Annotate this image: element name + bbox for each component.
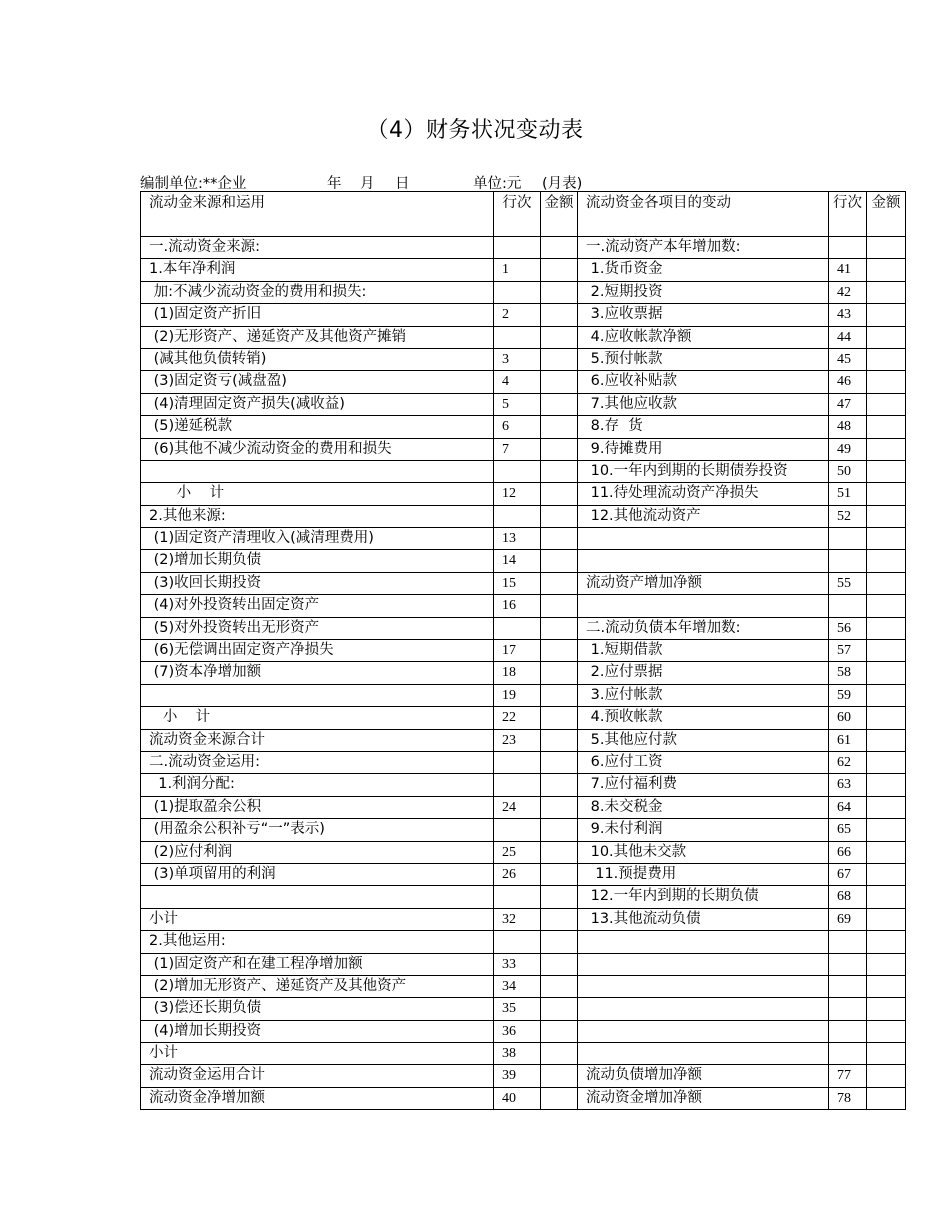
right-amount-cell xyxy=(867,931,906,953)
left-amount-cell xyxy=(541,975,578,997)
right-item-cell xyxy=(578,998,829,1020)
header-right-row-no: 行次 xyxy=(829,192,867,237)
right-item-cell: 9.未付利润 xyxy=(578,819,829,841)
left-item-cell: 1.本年净利润 xyxy=(141,259,494,281)
left-row-number-cell: 3 xyxy=(494,348,541,370)
left-row-number-cell xyxy=(494,931,541,953)
left-row-number-cell: 26 xyxy=(494,863,541,885)
right-item-cell xyxy=(578,1043,829,1065)
right-row-number-cell: 67 xyxy=(829,863,867,885)
left-item-cell: 2.其他来源: xyxy=(141,505,494,527)
table-row xyxy=(141,371,906,393)
left-amount-cell xyxy=(541,841,578,863)
table-row xyxy=(141,460,906,482)
right-item-cell: 9.待摊费用 xyxy=(578,438,829,460)
left-item-cell: 一.流动资金来源: xyxy=(141,237,494,259)
right-item-cell: 流动资金增加净额 xyxy=(578,1087,829,1109)
document-title: （4）财务状况变动表 xyxy=(366,118,584,143)
right-row-number-cell: 58 xyxy=(829,662,867,684)
right-amount-cell xyxy=(867,998,906,1020)
right-amount-cell xyxy=(867,640,906,662)
right-row-number-cell: 52 xyxy=(829,505,867,527)
left-item-cell xyxy=(141,684,494,706)
right-item-cell xyxy=(578,1020,829,1042)
left-row-number-cell: 40 xyxy=(494,1087,541,1109)
right-amount-cell xyxy=(867,819,906,841)
left-item-cell: 流动资金净增加额 xyxy=(141,1087,494,1109)
left-item-cell: 小计 xyxy=(141,908,494,930)
month-label: 月 xyxy=(360,176,375,192)
left-row-number-cell: 38 xyxy=(494,1043,541,1065)
table-row xyxy=(141,348,906,370)
right-amount-cell xyxy=(867,572,906,594)
left-amount-cell xyxy=(541,237,578,259)
right-row-number-cell: 44 xyxy=(829,326,867,348)
left-amount-cell xyxy=(541,662,578,684)
table-row xyxy=(141,684,906,706)
left-amount-cell xyxy=(541,483,578,505)
left-amount-cell xyxy=(541,684,578,706)
day-label: 日 xyxy=(395,176,410,192)
left-item-cell: (4)对外投资转出固定资产 xyxy=(141,595,494,617)
table-row xyxy=(141,416,906,438)
right-row-number-cell: 60 xyxy=(829,707,867,729)
left-amount-cell xyxy=(541,416,578,438)
right-amount-cell xyxy=(867,1065,906,1087)
right-item-cell: 10.其他未交款 xyxy=(578,841,829,863)
right-row-number-cell: 68 xyxy=(829,886,867,908)
left-amount-cell xyxy=(541,774,578,796)
right-item-cell xyxy=(578,550,829,572)
right-amount-cell xyxy=(867,953,906,975)
right-row-number-cell: 41 xyxy=(829,259,867,281)
left-row-number-cell xyxy=(494,237,541,259)
left-row-number-cell: 15 xyxy=(494,572,541,594)
right-amount-cell xyxy=(867,393,906,415)
right-amount-cell xyxy=(867,841,906,863)
right-row-number-cell xyxy=(829,550,867,572)
left-row-number-cell: 34 xyxy=(494,975,541,997)
right-amount-cell xyxy=(867,863,906,885)
left-amount-cell xyxy=(541,796,578,818)
left-amount-cell xyxy=(541,819,578,841)
table-row xyxy=(141,729,906,751)
right-item-cell: 8.存 货 xyxy=(578,416,829,438)
left-row-number-cell: 2 xyxy=(494,304,541,326)
left-item-cell: (2)无形资产、递延资产及其他资产摊销 xyxy=(141,326,494,348)
right-row-number-cell xyxy=(829,975,867,997)
left-row-number-cell: 22 xyxy=(494,707,541,729)
left-row-number-cell xyxy=(494,460,541,482)
table-row xyxy=(141,1087,906,1109)
left-amount-cell xyxy=(541,304,578,326)
left-row-number-cell xyxy=(494,819,541,841)
table-row xyxy=(141,640,906,662)
right-row-number-cell: 63 xyxy=(829,774,867,796)
right-item-cell: 4.预收帐款 xyxy=(578,707,829,729)
left-item-cell: 加:不减少流动资金的费用和损失: xyxy=(141,281,494,303)
right-row-number-cell: 65 xyxy=(829,819,867,841)
left-row-number-cell: 32 xyxy=(494,908,541,930)
fund-change-table xyxy=(140,191,906,1110)
left-amount-cell xyxy=(541,640,578,662)
header-right-item: 流动资金各项目的变动 xyxy=(578,192,829,237)
left-amount-cell xyxy=(541,1065,578,1087)
left-item-cell xyxy=(141,460,494,482)
left-amount-cell xyxy=(541,572,578,594)
left-row-number-cell: 7 xyxy=(494,438,541,460)
left-item-cell: 流动资金运用合计 xyxy=(141,1065,494,1087)
right-row-number-cell xyxy=(829,1043,867,1065)
right-row-number-cell: 64 xyxy=(829,796,867,818)
right-item-cell: 8.未交税金 xyxy=(578,796,829,818)
right-amount-cell xyxy=(867,505,906,527)
left-amount-cell xyxy=(541,617,578,639)
left-row-number-cell: 18 xyxy=(494,662,541,684)
right-item-cell: 流动负债增加净额 xyxy=(578,1065,829,1087)
right-amount-cell xyxy=(867,684,906,706)
left-amount-cell xyxy=(541,953,578,975)
right-amount-cell xyxy=(867,617,906,639)
left-row-number-cell: 6 xyxy=(494,416,541,438)
table-row xyxy=(141,1065,906,1087)
left-item-cell: 2.其他运用: xyxy=(141,931,494,953)
left-item-cell: (4)清理固定资产损失(减收益) xyxy=(141,393,494,415)
table-row xyxy=(141,572,906,594)
right-amount-cell xyxy=(867,483,906,505)
right-amount-cell xyxy=(867,259,906,281)
table-row xyxy=(141,908,906,930)
right-item-cell xyxy=(578,528,829,550)
table-row xyxy=(141,774,906,796)
right-row-number-cell: 62 xyxy=(829,751,867,773)
left-amount-cell xyxy=(541,863,578,885)
table-row xyxy=(141,953,906,975)
table-row xyxy=(141,975,906,997)
left-amount-cell xyxy=(541,259,578,281)
table-row xyxy=(141,819,906,841)
right-amount-cell xyxy=(867,595,906,617)
right-item-cell: 12.一年内到期的长期负债 xyxy=(578,886,829,908)
right-amount-cell xyxy=(867,460,906,482)
right-row-number-cell xyxy=(829,931,867,953)
left-amount-cell xyxy=(541,707,578,729)
table-row xyxy=(141,796,906,818)
right-row-number-cell xyxy=(829,237,867,259)
right-item-cell xyxy=(578,595,829,617)
left-item-cell: 二.流动资金运用: xyxy=(141,751,494,773)
left-row-number-cell: 13 xyxy=(494,528,541,550)
left-item-cell: 小计 xyxy=(141,1043,494,1065)
left-item-cell: (1)固定资产清理收入(减清理费用) xyxy=(141,528,494,550)
left-item-cell: (1)提取盈余公积 xyxy=(141,796,494,818)
right-item-cell: 流动资产增加净额 xyxy=(578,572,829,594)
right-row-number-cell: 42 xyxy=(829,281,867,303)
currency-unit: 单位:元 xyxy=(473,176,522,192)
right-amount-cell xyxy=(867,1043,906,1065)
right-amount-cell xyxy=(867,1020,906,1042)
table-row xyxy=(141,886,906,908)
right-amount-cell xyxy=(867,550,906,572)
right-row-number-cell xyxy=(829,953,867,975)
left-row-number-cell: 35 xyxy=(494,998,541,1020)
left-amount-cell xyxy=(541,729,578,751)
right-item-cell xyxy=(578,975,829,997)
right-amount-cell xyxy=(867,1087,906,1109)
right-row-number-cell xyxy=(829,528,867,550)
left-amount-cell xyxy=(541,886,578,908)
right-row-number-cell: 46 xyxy=(829,371,867,393)
left-row-number-cell: 24 xyxy=(494,796,541,818)
right-row-number-cell: 77 xyxy=(829,1065,867,1087)
left-row-number-cell xyxy=(494,751,541,773)
header-left-row-no: 行次 xyxy=(494,192,541,237)
left-row-number-cell xyxy=(494,774,541,796)
left-row-number-cell: 5 xyxy=(494,393,541,415)
table-row xyxy=(141,662,906,684)
table-row xyxy=(141,281,906,303)
right-item-cell: 13.其他流动负债 xyxy=(578,908,829,930)
right-row-number-cell: 78 xyxy=(829,1087,867,1109)
left-item-cell: (6)其他不减少流动资金的费用和损失 xyxy=(141,438,494,460)
left-row-number-cell: 39 xyxy=(494,1065,541,1087)
right-amount-cell xyxy=(867,975,906,997)
right-row-number-cell: 59 xyxy=(829,684,867,706)
left-item-cell: (1)固定资产和在建工程净增加额 xyxy=(141,953,494,975)
left-amount-cell xyxy=(541,460,578,482)
table-row xyxy=(141,326,906,348)
left-amount-cell xyxy=(541,326,578,348)
right-item-cell: 7.应付福利费 xyxy=(578,774,829,796)
right-row-number-cell: 69 xyxy=(829,908,867,930)
period-label: (月表) xyxy=(542,176,583,192)
right-amount-cell xyxy=(867,304,906,326)
right-amount-cell xyxy=(867,908,906,930)
left-item-cell: 小 计 xyxy=(141,483,494,505)
table-header-row xyxy=(141,192,906,237)
right-row-number-cell: 50 xyxy=(829,460,867,482)
right-item-cell: 3.应付帐款 xyxy=(578,684,829,706)
left-item-cell: (2)增加长期负债 xyxy=(141,550,494,572)
right-item-cell: 1.货币资金 xyxy=(578,259,829,281)
left-amount-cell xyxy=(541,908,578,930)
year-label: 年 xyxy=(327,176,342,192)
left-amount-cell xyxy=(541,281,578,303)
table-row xyxy=(141,393,906,415)
left-amount-cell xyxy=(541,595,578,617)
right-row-number-cell: 49 xyxy=(829,438,867,460)
table-row xyxy=(141,595,906,617)
right-item-cell: 11.待处理流动资产净损失 xyxy=(578,483,829,505)
header-right-amount: 金额 xyxy=(867,192,906,237)
right-item-cell: 11.预提费用 xyxy=(578,863,829,885)
left-item-cell: (2)应付利润 xyxy=(141,841,494,863)
table-row xyxy=(141,237,906,259)
right-amount-cell xyxy=(867,662,906,684)
left-amount-cell xyxy=(541,1020,578,1042)
right-amount-cell xyxy=(867,348,906,370)
right-amount-cell xyxy=(867,528,906,550)
left-item-cell: 小 计 xyxy=(141,707,494,729)
left-item-cell: (3)单项留用的利润 xyxy=(141,863,494,885)
left-amount-cell xyxy=(541,505,578,527)
left-row-number-cell xyxy=(494,281,541,303)
right-item-cell: 7.其他应收款 xyxy=(578,393,829,415)
left-item-cell: (5)对外投资转出无形资产 xyxy=(141,617,494,639)
right-item-cell: 6.应付工资 xyxy=(578,751,829,773)
left-item-cell: (5)递延税款 xyxy=(141,416,494,438)
right-item-cell: 二.流动负债本年增加数: xyxy=(578,617,829,639)
left-row-number-cell: 1 xyxy=(494,259,541,281)
left-amount-cell xyxy=(541,528,578,550)
right-row-number-cell: 48 xyxy=(829,416,867,438)
right-row-number-cell: 55 xyxy=(829,572,867,594)
left-amount-cell xyxy=(541,931,578,953)
right-item-cell: 3.应收票据 xyxy=(578,304,829,326)
right-item-cell: 一.流动资产本年增加数: xyxy=(578,237,829,259)
right-row-number-cell xyxy=(829,1020,867,1042)
right-row-number-cell: 45 xyxy=(829,348,867,370)
right-row-number-cell: 47 xyxy=(829,393,867,415)
left-amount-cell xyxy=(541,998,578,1020)
right-amount-cell xyxy=(867,751,906,773)
compiling-unit: 编制单位:**企业 xyxy=(140,176,247,192)
right-amount-cell xyxy=(867,416,906,438)
right-amount-cell xyxy=(867,237,906,259)
left-item-cell: (1)固定资产折旧 xyxy=(141,304,494,326)
right-amount-cell xyxy=(867,729,906,751)
right-row-number-cell: 61 xyxy=(829,729,867,751)
right-row-number-cell: 51 xyxy=(829,483,867,505)
table-row xyxy=(141,550,906,572)
right-row-number-cell xyxy=(829,998,867,1020)
right-amount-cell xyxy=(867,774,906,796)
left-item-cell: (4)增加长期投资 xyxy=(141,1020,494,1042)
right-item-cell: 12.其他流动资产 xyxy=(578,505,829,527)
table-row xyxy=(141,483,906,505)
right-amount-cell xyxy=(867,886,906,908)
right-amount-cell xyxy=(867,326,906,348)
left-row-number-cell: 12 xyxy=(494,483,541,505)
left-item-cell: (3)收回长期投资 xyxy=(141,572,494,594)
table-row xyxy=(141,863,906,885)
left-item-cell: (6)无偿调出固定资产净损失 xyxy=(141,640,494,662)
table-row xyxy=(141,438,906,460)
right-item-cell: 6.应收补贴款 xyxy=(578,371,829,393)
header-left-item: 流动金来源和运用 xyxy=(141,192,494,237)
left-item-cell: 流动资金来源合计 xyxy=(141,729,494,751)
right-row-number-cell: 43 xyxy=(829,304,867,326)
right-row-number-cell: 66 xyxy=(829,841,867,863)
right-amount-cell xyxy=(867,281,906,303)
left-row-number-cell xyxy=(494,505,541,527)
left-item-cell xyxy=(141,886,494,908)
left-row-number-cell: 36 xyxy=(494,1020,541,1042)
right-row-number-cell: 56 xyxy=(829,617,867,639)
right-item-cell: 5.其他应付款 xyxy=(578,729,829,751)
left-row-number-cell: 16 xyxy=(494,595,541,617)
left-item-cell: 1.利润分配: xyxy=(141,774,494,796)
right-amount-cell xyxy=(867,371,906,393)
left-row-number-cell: 4 xyxy=(494,371,541,393)
table-row xyxy=(141,505,906,527)
right-item-cell xyxy=(578,953,829,975)
table-row xyxy=(141,259,906,281)
table-row xyxy=(141,528,906,550)
right-item-cell: 10.一年内到期的长期债券投资 xyxy=(578,460,829,482)
right-item-cell xyxy=(578,931,829,953)
left-row-number-cell xyxy=(494,326,541,348)
left-row-number-cell: 33 xyxy=(494,953,541,975)
right-amount-cell xyxy=(867,707,906,729)
right-row-number-cell xyxy=(829,595,867,617)
left-item-cell: (用盈余公积补亏“一”表示) xyxy=(141,819,494,841)
table-row xyxy=(141,1020,906,1042)
left-item-cell: (3)固定资亏(减盘盈) xyxy=(141,371,494,393)
left-amount-cell xyxy=(541,751,578,773)
table-row xyxy=(141,998,906,1020)
header-left-amount: 金额 xyxy=(541,192,578,237)
table-row xyxy=(141,617,906,639)
left-row-number-cell: 17 xyxy=(494,640,541,662)
table-row xyxy=(141,931,906,953)
right-amount-cell xyxy=(867,796,906,818)
right-amount-cell xyxy=(867,438,906,460)
right-item-cell: 1.短期借款 xyxy=(578,640,829,662)
table-row xyxy=(141,707,906,729)
left-amount-cell xyxy=(541,348,578,370)
left-amount-cell xyxy=(541,438,578,460)
table-body xyxy=(141,192,906,1110)
right-item-cell: 5.预付帐款 xyxy=(578,348,829,370)
left-item-cell: (7)资本净增加额 xyxy=(141,662,494,684)
left-row-number-cell: 19 xyxy=(494,684,541,706)
right-item-cell: 2.应付票据 xyxy=(578,662,829,684)
right-row-number-cell: 57 xyxy=(829,640,867,662)
left-item-cell: (减其他负债转销) xyxy=(141,348,494,370)
table-row xyxy=(141,841,906,863)
left-amount-cell xyxy=(541,393,578,415)
left-amount-cell xyxy=(541,371,578,393)
left-amount-cell xyxy=(541,1043,578,1065)
left-row-number-cell: 14 xyxy=(494,550,541,572)
right-item-cell: 2.短期投资 xyxy=(578,281,829,303)
left-row-number-cell: 23 xyxy=(494,729,541,751)
left-amount-cell xyxy=(541,1087,578,1109)
left-item-cell: (2)增加无形资产、递延资产及其他资产 xyxy=(141,975,494,997)
right-item-cell: 4.应收帐款净额 xyxy=(578,326,829,348)
left-row-number-cell xyxy=(494,617,541,639)
table-row xyxy=(141,304,906,326)
table-row xyxy=(141,751,906,773)
left-amount-cell xyxy=(541,550,578,572)
left-row-number-cell: 25 xyxy=(494,841,541,863)
left-row-number-cell xyxy=(494,886,541,908)
left-item-cell: (3)偿还长期负债 xyxy=(141,998,494,1020)
table-row xyxy=(141,1043,906,1065)
